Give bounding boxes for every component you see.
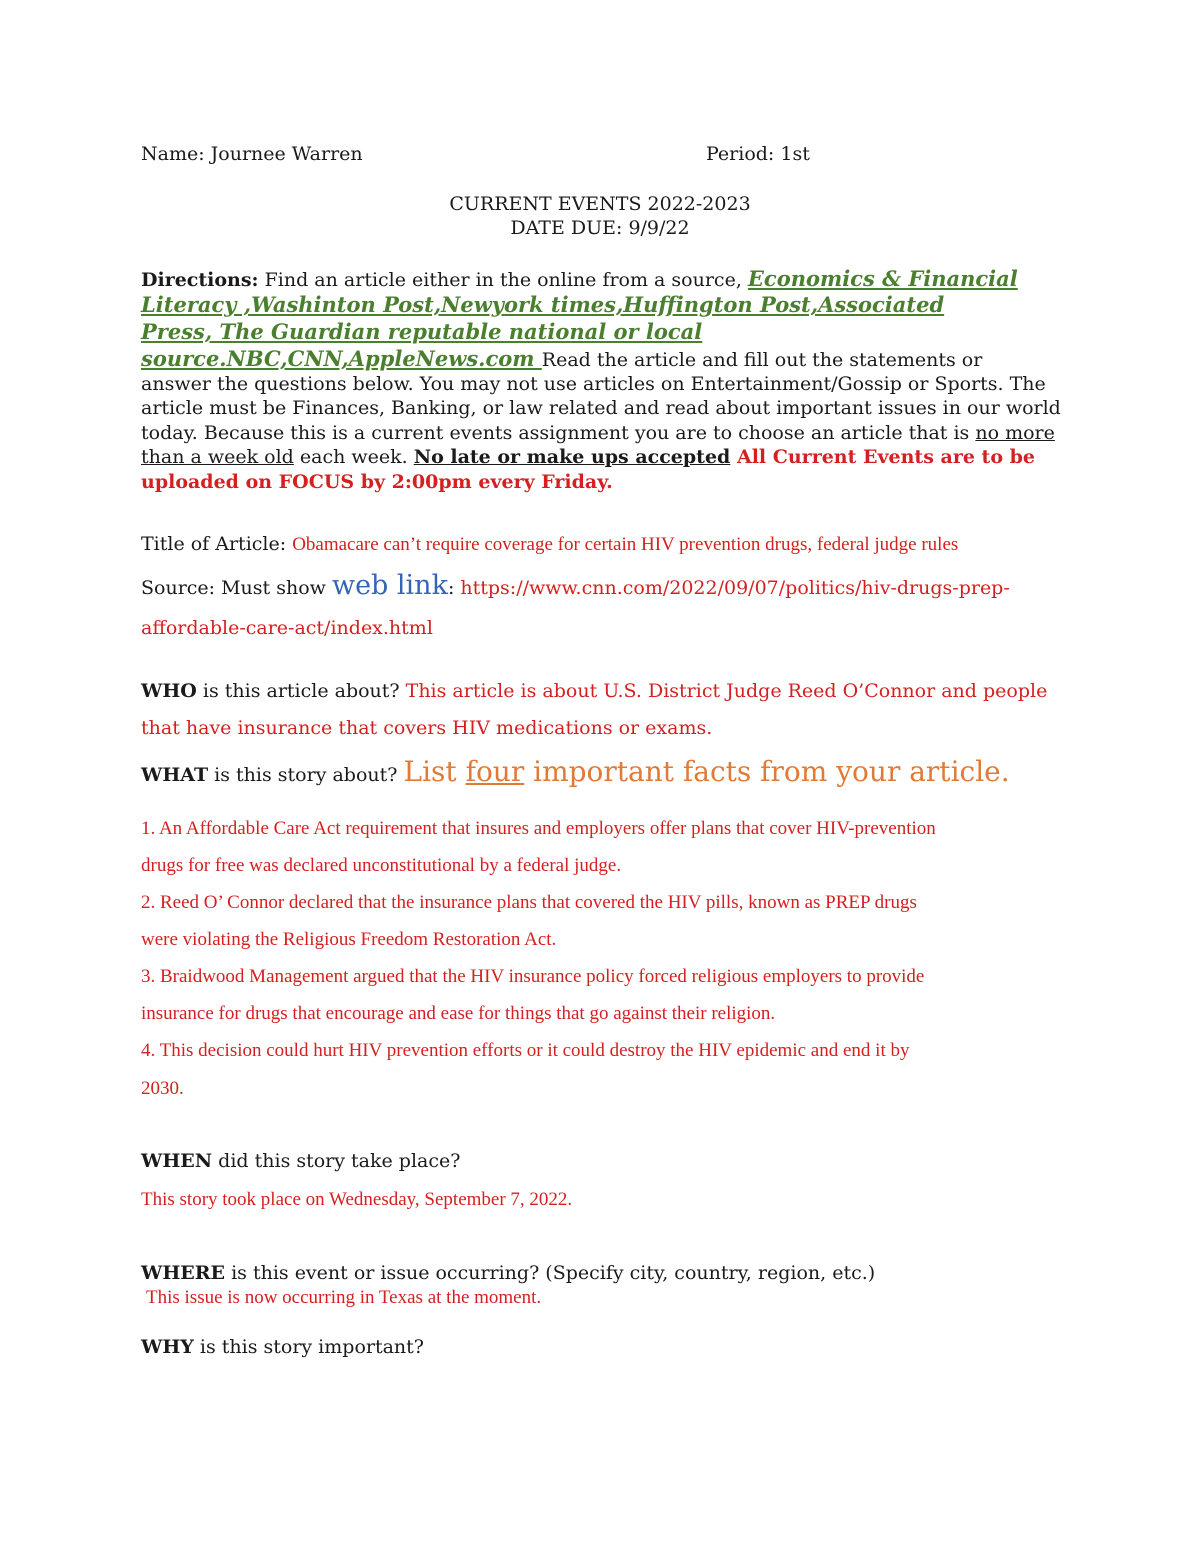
who-answer-continued: that have insurance that covers HIV medications or exams. xyxy=(141,717,713,739)
directions-line-3 xyxy=(141,319,702,344)
fact-2-continued: were violating the Religious Freedom Restoration Act. xyxy=(141,929,557,950)
when-question: WHEN did this story take place? xyxy=(141,1150,461,1172)
when-answer: This story took place on Wednesday, September 7, 2022. xyxy=(141,1189,573,1210)
article-title-label: Title of Article: xyxy=(141,533,293,555)
article-title-row xyxy=(141,533,958,556)
source-label: Source: Must show xyxy=(141,577,332,599)
directions-line-7: today. Because this is a current events assignment you are to choose an article that is no more xyxy=(141,422,1055,444)
who-question: WHO is this article about? This article is about U.S. District Judge Reed O’Connor and people xyxy=(141,680,1048,702)
sources-link[interactable]: Literacy ,Washinton Post,Newyork times,Huffington Post,Associated xyxy=(141,292,945,317)
upload-notice-line: uploaded on FOCUS by 2:00pm every Friday. xyxy=(141,471,613,493)
fact-1: 1. An Affordable Care Act requirement that insures and employers offer plans that cover HIV-prevention xyxy=(141,818,936,839)
no-late-notice: No late or make ups accepted xyxy=(413,446,731,468)
source-row: Source: Must show web link: https://www.cnn.com/2022/09/07/politics/hiv-drugs-prep- xyxy=(141,570,1010,601)
what-question: WHAT is this story about? List four important facts from your article. xyxy=(141,755,1010,788)
fact-4-continued: 2030. xyxy=(141,1078,184,1099)
web-link-label: web link xyxy=(331,570,448,601)
directions-label: Directions: xyxy=(141,269,259,291)
directions-line-8: than a week old each week. No late or make ups accepted All Current Events are to be xyxy=(141,446,1035,468)
class-period: Period: 1st xyxy=(706,143,810,165)
directions-line-1: Directions: Find an article either in the online from a source, Economics & Financial xyxy=(141,266,1018,291)
facts-prompt: List xyxy=(403,755,466,788)
where-question: WHERE is this event or issue occurring? (Specify city, country, region, etc.) xyxy=(141,1262,876,1284)
document-title: CURRENT EVENTS 2022-2023 xyxy=(449,193,751,215)
fact-3: 3. Braidwood Management argued that the HIV insurance policy forced religious employers to provide xyxy=(141,966,925,987)
fact-4: 4. This decision could hurt HIV prevention efforts or it could destroy the HIV epidemic and end it by xyxy=(141,1040,910,1061)
sources-link[interactable]: source.NBC,CNN,AppleNews.com xyxy=(141,346,542,371)
article-title-value: Obamacare can’t require coverage for certain HIV prevention drugs, federal judge rules xyxy=(292,534,959,555)
why-question: WHY is this story important? xyxy=(141,1336,424,1358)
fact-3-continued: insurance for drugs that encourage and ease for things that go against their religion. xyxy=(141,1003,776,1024)
where-answer: This issue is now occurring in Texas at the moment. xyxy=(146,1287,542,1308)
directions-line-6: article must be Finances, Banking, or law related and read about important issues in our world xyxy=(141,397,1061,419)
fact-2: 2. Reed O’ Connor declared that the insurance plans that covered the HIV pills, known as PREP drugs xyxy=(141,892,917,913)
student-name: Name: Journee Warren xyxy=(141,143,363,165)
who-answer: This article is about U.S. District Judge Reed O’Connor and people xyxy=(405,680,1048,702)
directions-line-4: source.NBC,CNN,AppleNews.com Read the article and fill out the statements or xyxy=(141,346,983,371)
source-url[interactable]: https://www.cnn.com/2022/09/07/politics/hiv-drugs-prep- xyxy=(460,577,1010,599)
source-url-continued[interactable]: affordable-care-act/index.html xyxy=(141,617,433,639)
directions-line-5: answer the questions below. You may not use articles on Entertainment/Gossip or Sports. The xyxy=(141,373,1046,395)
upload-notice: All Current Events are to be xyxy=(730,446,1035,468)
directions-line-2 xyxy=(141,292,944,317)
sources-link[interactable]: Press, The Guardian reputable national or local xyxy=(141,319,703,344)
sources-link[interactable]: Economics & Financial xyxy=(747,266,1018,291)
due-date: DATE DUE: 9/9/22 xyxy=(510,217,690,239)
fact-1-continued: drugs for free was declared unconstitutional by a federal judge. xyxy=(141,855,622,876)
